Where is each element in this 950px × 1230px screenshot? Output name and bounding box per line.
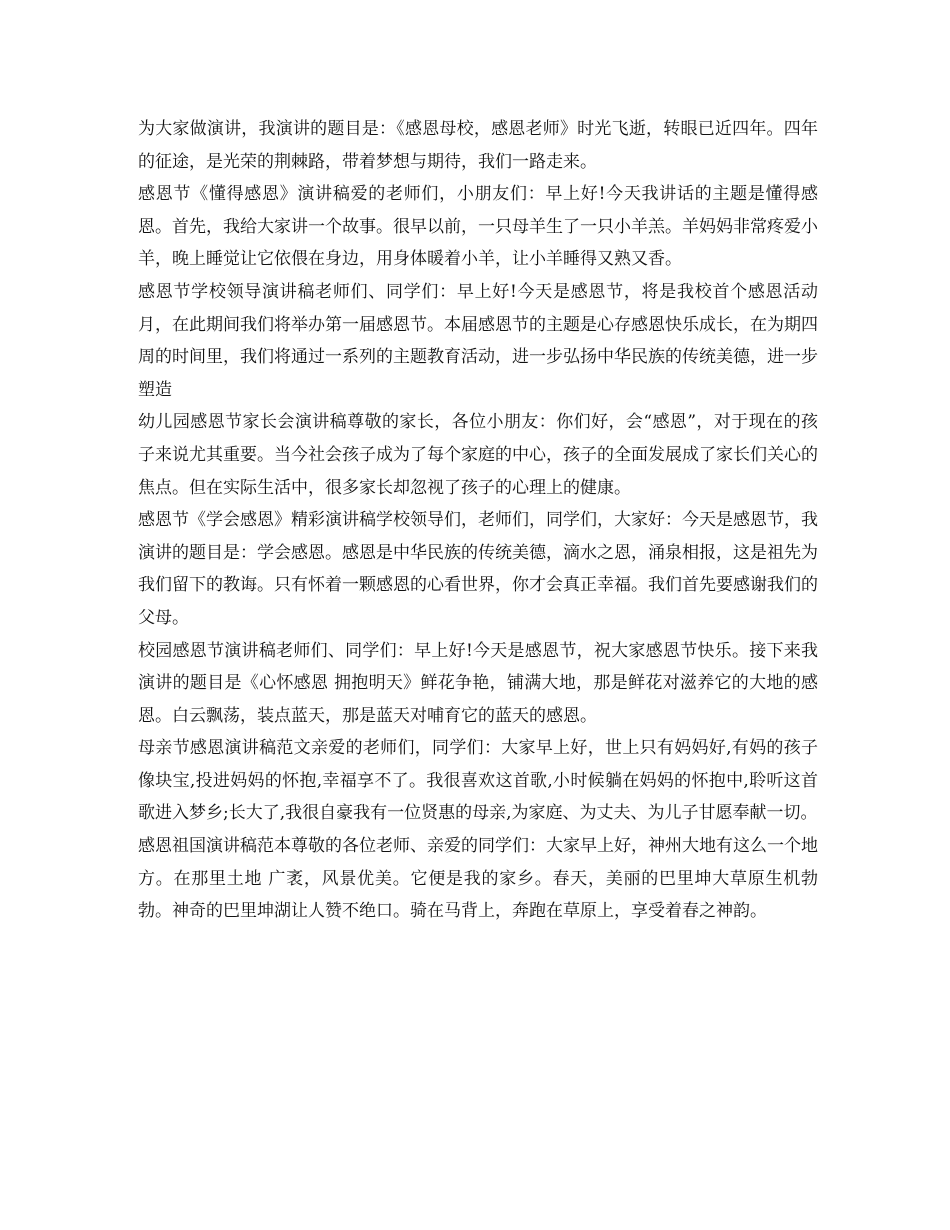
document-body: [138, 113, 818, 928]
paragraph-3: 感恩节学校领导演讲稿老师们、同学们：早上好!今天是感恩节，将是我校首个感恩活动月，在此期间我们将举办第一届感恩节。本届感恩节的主题是心存感恩快乐成长，在为期四周的时间里，我们将通过一系列的主题教育活动，进一步弘扬中华民族的传统美德，进一步塑造: [138, 281, 818, 400]
paragraph-6: 校园感恩节演讲稿老师们、同学们：早上好!今天是感恩节，祝大家感恩节快乐。接下来我演讲的题目是《心怀感恩 拥抱明天》鲜花争艳，铺满大地，那是鲜花对滋养它的大地的感恩。白云飘荡，装点蓝天，那是蓝天对哺育它的蓝天的感恩。: [138, 640, 818, 726]
paragraph-5: 感恩节《学会感恩》精彩演讲稿学校领导们，老师们，同学们，大家好：今天是感恩节，我演讲的题目是：学会感恩。感恩是中华民族的传统美德，滴水之恩，涌泉相报，这是祖先为我们留下的教诲。只有怀着一颗感恩的心看世界，你才会真正幸福。我们首先要感谢我们的父母。: [138, 510, 818, 628]
paragraph-1: 为大家做演讲，我演讲的题目是：《感恩母校，感恩老师》时光飞逝，转眼已近四年。四年的征途，是光荣的荆棘路，带着梦想与期待，我们一路走来。: [138, 119, 818, 172]
paragraph-7: 母亲节感恩演讲稿范文亲爱的老师们，同学们：大家早上好，世上只有妈妈好,有妈的孩子像块宝,投进妈妈的怀抱,幸福享不了。我很喜欢这首歌,小时候躺在妈妈的怀抱中,聆听这首歌进入梦乡;长大了,我很自豪我有一位贤惠的母亲,为家庭、为丈夫、为儿子甘愿奉献一切。: [138, 738, 818, 824]
paragraph-2: 感恩节《懂得感恩》演讲稿爱的老师们，小朋友们：早上好!今天我讲话的主题是懂得感恩。首先，我给大家讲一个故事。很早以前，一只母羊生了一只小羊羔。羊妈妈非常疼爱小羊，晚上睡觉让它依偎在身边，用身体暖着小羊，让小羊睡得又熟又香。: [138, 184, 818, 270]
paragraph-4: 幼儿园感恩节家长会演讲稿尊敬的家长，各位小朋友：你们好，会“感恩”，对于现在的孩子来说尤其重要。当今社会孩子成为了每个家庭的中心，孩子的全面发展成了家长们关心的焦点。但在实际生活中，很多家长却忽视了孩子的心理上的健康。: [138, 412, 818, 498]
paragraph-8: 感恩祖国演讲稿范本尊敬的各位老师、亲爱的同学们：大家早上好，神州大地有这么一个地方。在那里土地 广袤，风景优美。它便是我的家乡。春天，美丽的巴里坤大草原生机勃勃。神奇的巴里坤湖让人赞不绝口。骑在马背上，奔跑在草原上，享受着春之神韵。: [138, 836, 818, 922]
